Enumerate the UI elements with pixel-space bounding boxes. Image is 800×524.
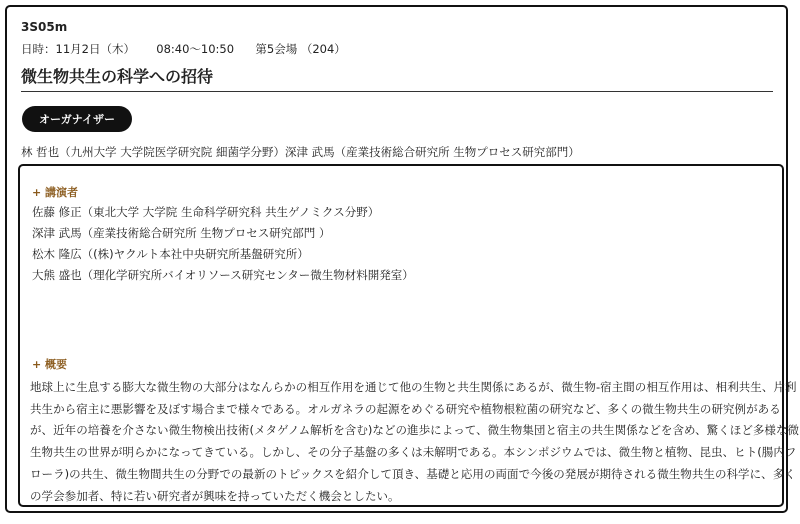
overview-line: 地球上に生息する膨大な微生物の大部分はなんらかの相互作用を通じて他の生物と共生関係にあるが、微生物-宿主間の相互作用は、相利共生、片利 — [30, 380, 797, 394]
speakers-heading: + 講演者 — [32, 186, 79, 199]
session-date: 日時：11月2日（木） — [21, 42, 135, 56]
session-card — [5, 5, 800, 513]
speaker-item: 深津 武馬（産業技術総合研究所 生物プロセス研究部門 ） — [32, 226, 331, 240]
overview-line: 共生から宿主に悪影響を及ぼす場合まで様々である。オルガネラの起源をめぐる研究や植物根粒菌の研究など、多くの微生物共生の研究例がある — [30, 401, 781, 416]
session-time: 08:40～10:50 — [156, 42, 235, 56]
overview-line: の学会参加者、特に若い研究者が興味を持っていただく機会としたい。 — [30, 488, 400, 503]
overview-line: が、近年の培養を介さない微生物検出技術(メタゲノム解析を含む)などの進歩によって、微生物集団と宿主の共生関係などを含め、驚くほど多様な微 — [30, 423, 800, 438]
overview-text — [30, 377, 800, 507]
details-panel — [18, 164, 800, 507]
overview-heading: + 概要 — [32, 358, 68, 371]
overview-line: 生物共生の世界が明らかになってきている。しかし、その分子基盤の多くは未解明である。本シンポジウムでは、微生物と植物、昆虫、ヒト(腸内フ — [30, 445, 797, 460]
speaker-item: 大熊 盛也（理化学研究所バイオリソース研究センター微生物材料開発室） — [32, 268, 414, 282]
title-divider — [21, 91, 773, 92]
session-venue: 第5会場 （204） — [255, 42, 346, 56]
speaker-item: 佐藤 修正（東北大学 大学院 生命科学研究科 共生ゲノミクス分野） — [32, 205, 380, 219]
session-title: 微生物共生の科学への招待 — [21, 67, 214, 86]
overview-line: ローラ)の共生、微生物間共生の分野での最新のトピックスを紹介して頂き、基礎と応用の両面で今後の発展が期待される微生物共生の科学に、多く — [30, 466, 796, 481]
speaker-item: 松木 隆広（(株)ヤクルト本社中央研究所基盤研究所） — [32, 247, 309, 261]
organizer-names: 林 哲也（九州大学 大学院医学研究院 細菌学分野）深津 武馬（産業技術総合研究所 生物プロセス研究部門） — [21, 145, 580, 159]
session-id: 3S05m — [21, 20, 68, 34]
session-datetime — [21, 41, 346, 57]
organizer-badge: オーガナイザー — [22, 106, 132, 132]
